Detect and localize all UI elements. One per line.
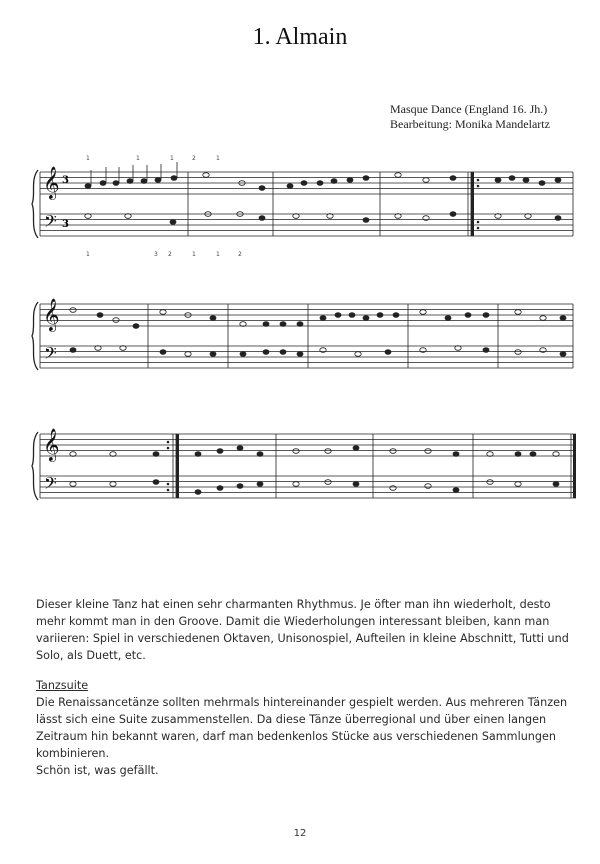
paragraph-intro: Dieser kleine Tanz hat einen sehr charmanten Rhythmus. Je öfter man ihn wiederholt, desto mehr kommt man in den Groove. Damit die Wiederholungen interessant bleiben, kann man variieren: Spiel in verschiedenen Oktaven, Unisonospiel, Aufteilen in kleine Abschnitt, Tutti und Solo, als Duett, etc. [36, 598, 569, 662]
treble-clef: 𝄞 [43, 298, 60, 331]
arranger-line: Bearbeitung: Monika Mandelartz [390, 117, 550, 131]
fingering-bass-1: 1 [86, 251, 90, 258]
bass-clef: 𝄢 [44, 211, 57, 235]
treble-clef: 𝄞 [43, 166, 60, 199]
fingering-2: 1 [136, 155, 140, 162]
time-signature-treble: 3 [62, 175, 69, 186]
fingering-bass-5: 1 [216, 251, 220, 258]
music-system-3 [28, 418, 578, 518]
fingering-4: 2 [192, 155, 196, 162]
music-system-2 [28, 288, 578, 388]
source-line: Masque Dance (England 16. Jh.) [390, 102, 548, 116]
piece-title: 1. Almain [252, 24, 348, 50]
paragraph-suite: Die Renaissancetänze sollten mehrmals hintereinander gespielt werden. Aus mehreren Tänzen lässt sich eine Suite zusammenstellen. Da diese Tänze überregional und über einen langen Zeitraum hin bekannt waren, darf man bedenkenlos Stücke aus verschiedenen Sammlungen kombinieren. [36, 696, 568, 760]
paragraph-closing: Schön ist, was gefällt. [36, 764, 159, 777]
bass-clef: 𝄢 [44, 343, 57, 367]
fingering-bass-6: 2 [238, 251, 242, 258]
time-signature-bass: 3 [62, 219, 69, 230]
fingering-3: 1 [170, 155, 174, 162]
music-system-1 [28, 150, 578, 265]
fingering-1: 1 [86, 155, 90, 162]
fingering-bass-2: 3 [154, 251, 158, 258]
fingering-5: 1 [216, 155, 220, 162]
commentary [36, 596, 576, 779]
attribution-block [390, 102, 570, 132]
fingering-bass-3: 2 [168, 251, 172, 258]
page-number: 12 [293, 828, 307, 839]
fingering-bass-4: 1 [192, 251, 196, 258]
bass-clef: 𝄢 [44, 473, 57, 497]
treble-clef: 𝄞 [43, 428, 60, 461]
section-heading: Tanzsuite [36, 679, 89, 692]
